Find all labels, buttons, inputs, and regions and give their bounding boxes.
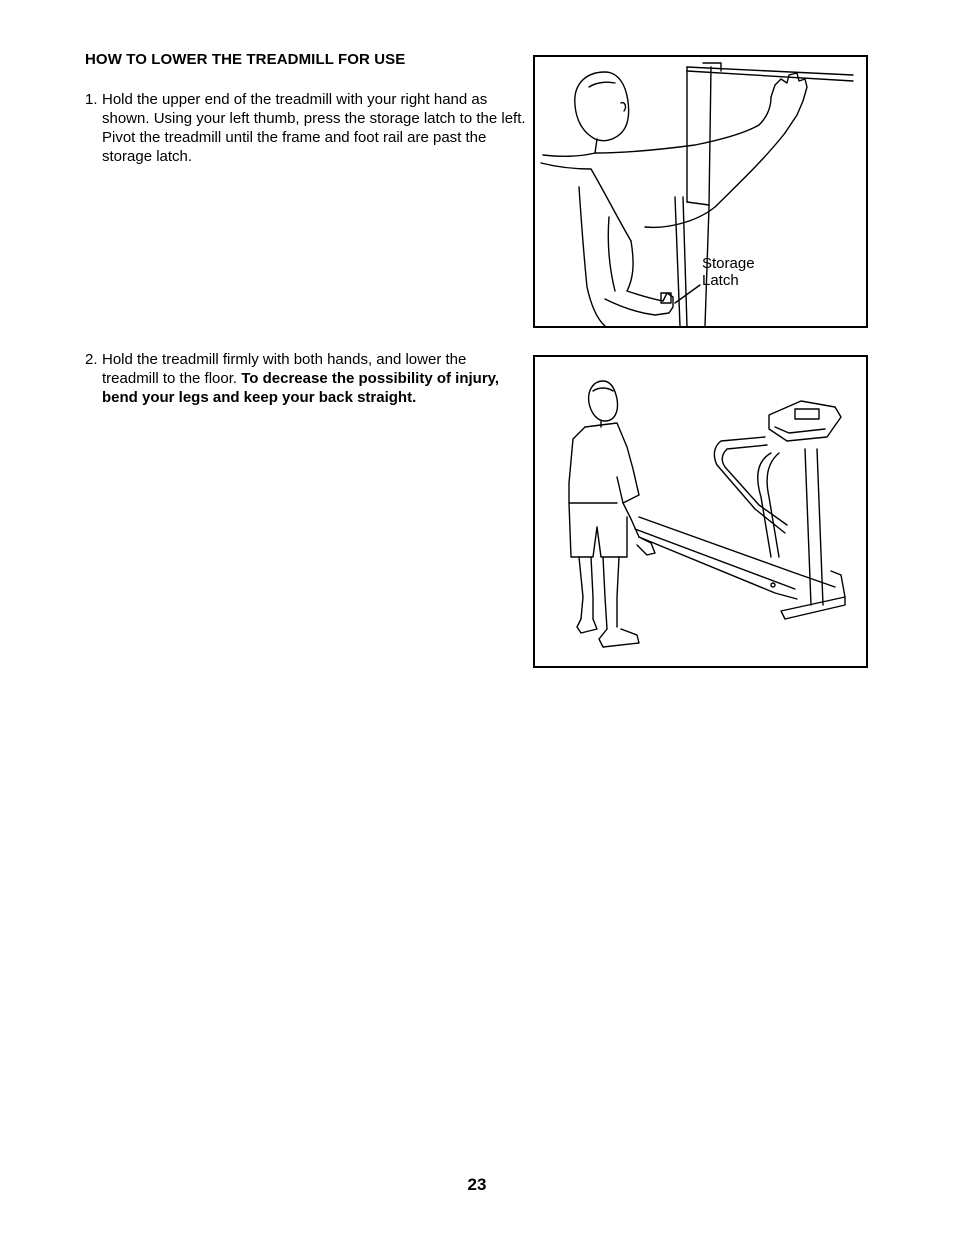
safety-warning: To decrease the possibility of injury, bend your legs and keep your back straight. [102, 370, 500, 406]
label-line-2: Latch [702, 272, 739, 289]
step-text: Hold the treadmill firmly with both hands, and lower the treadmill to the floor. [102, 351, 467, 387]
step-number: 2. [85, 351, 98, 368]
page-number: 23 [467, 1175, 487, 1194]
instruction-step-2 [85, 350, 527, 407]
person-lowering-treadmill-illustration [535, 357, 866, 666]
storage-latch-label [702, 255, 755, 289]
step-text: Hold the upper end of the treadmill with your right hand as shown. Using your left thumb, press the storage latch to the left. Pivot the treadmill until the frame and foot rail are past the storage latch. [102, 91, 526, 165]
label-line-1: Storage [702, 255, 755, 272]
instruction-step-1 [85, 90, 527, 166]
step-number: 1. [85, 91, 98, 108]
section-heading: HOW TO LOWER THE TREADMILL FOR USE [85, 51, 406, 68]
figure-raised-treadmill [533, 55, 868, 328]
figure-lowering-treadmill [533, 355, 868, 668]
person-holding-treadmill-illustration [535, 57, 866, 326]
